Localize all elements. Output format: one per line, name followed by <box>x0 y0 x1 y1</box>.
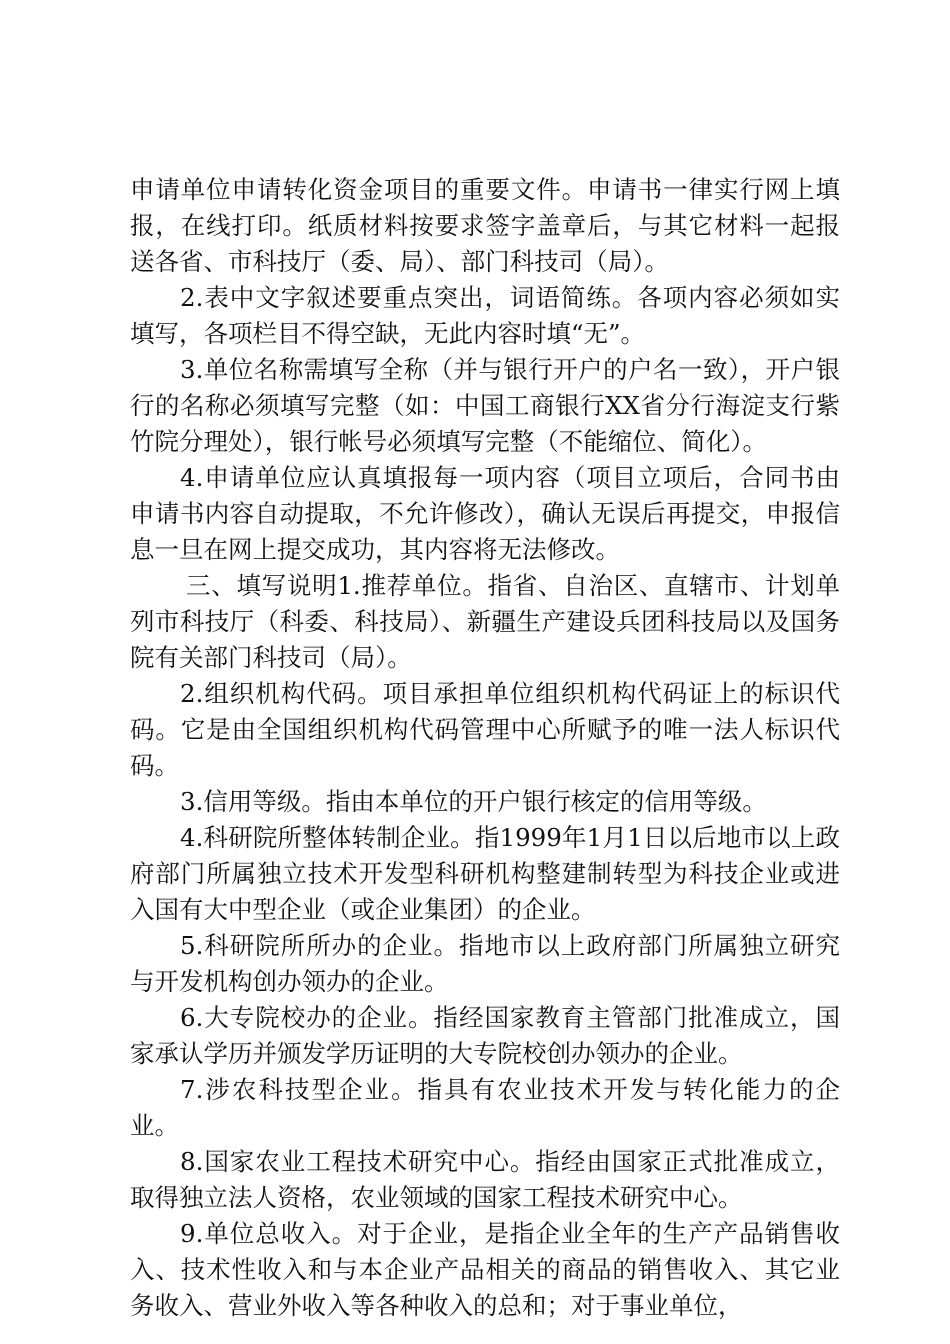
paragraph-university-enterprise: 6.大专院校办的企业。指经国家教育主管部门批准成立，国家承认学历并颁发学历证明的大专院校创办领办的企业。 <box>130 1003 840 1068</box>
paragraph-transformed-enterprise: 4.科研院所整体转制企业。指1999年1月1日以后地市以上政府部门所属独立技术开发型科研机构整建制转型为科技企业或进入国有大中型企业（或企业集团）的企业。 <box>130 823 840 924</box>
document-page <box>130 172 840 1324</box>
paragraph-agri-engineering-center: 8.国家农业工程技术研究中心。指经由国家正式批准成立，取得独立法人资格，农业领域的国家工程技术研究中心。 <box>130 1147 840 1212</box>
paragraph-item-4: 4.申请单位应认真填报每一项内容（项目立项后，合同书由申请书内容自动提取，不允许修改），确认无误后再提交，申报信息一旦在网上提交成功，其内容将无法修改。 <box>130 463 840 564</box>
paragraph-intro-continued: 申请单位申请转化资金项目的重要文件。申请书一律实行网上填报，在线打印。纸质材料按要求签字盖章后，与其它材料一起报送各省、市科技厅（委、局）、部门科技司（局）。 <box>130 175 840 276</box>
paragraph-agri-tech-enterprise: 7.涉农科技型企业。指具有农业技术开发与转化能力的企业。 <box>130 1075 840 1140</box>
paragraph-item-3: 3.单位名称需填写全称（并与银行开户的户名一致），开户银行的名称必须填写完整（如：中国工商银行XX省分行海淀支行紫竹院分理处），银行帐号必须填写完整（不能缩位、简化）。 <box>130 355 840 456</box>
paragraph-section-three: 三、填写说明1.推荐单位。指省、自治区、直辖市、计划单列市科技厅（科委、科技局）、新疆生产建设兵团科技局以及国务院有关部门科技司（局）。 <box>130 571 840 672</box>
paragraph-credit-rating: 3.信用等级。指由本单位的开户银行核定的信用等级。 <box>180 787 767 816</box>
paragraph-item-2: 2.表中文字叙述要重点突出，词语简练。各项内容必须如实填写，各项栏目不得空缺，无此内容时填“无”。 <box>130 283 840 348</box>
paragraph-institute-enterprise: 5.科研院所所办的企业。指地市以上政府部门所属独立研究与开发机构创办领办的企业。 <box>130 931 840 996</box>
paragraph-org-code: 2.组织机构代码。项目承担单位组织机构代码证上的标识代码。它是由全国组织机构代码管理中心所赋予的唯一法人标识代码。 <box>130 679 840 780</box>
paragraph-total-income: 9.单位总收入。对于企业，是指企业全年的生产产品销售收入、技术性收入和与本企业产品相关的商品的销售收入、其它业务收入、营业外收入等各种收入的总和；对于事业单位， <box>130 1219 840 1320</box>
